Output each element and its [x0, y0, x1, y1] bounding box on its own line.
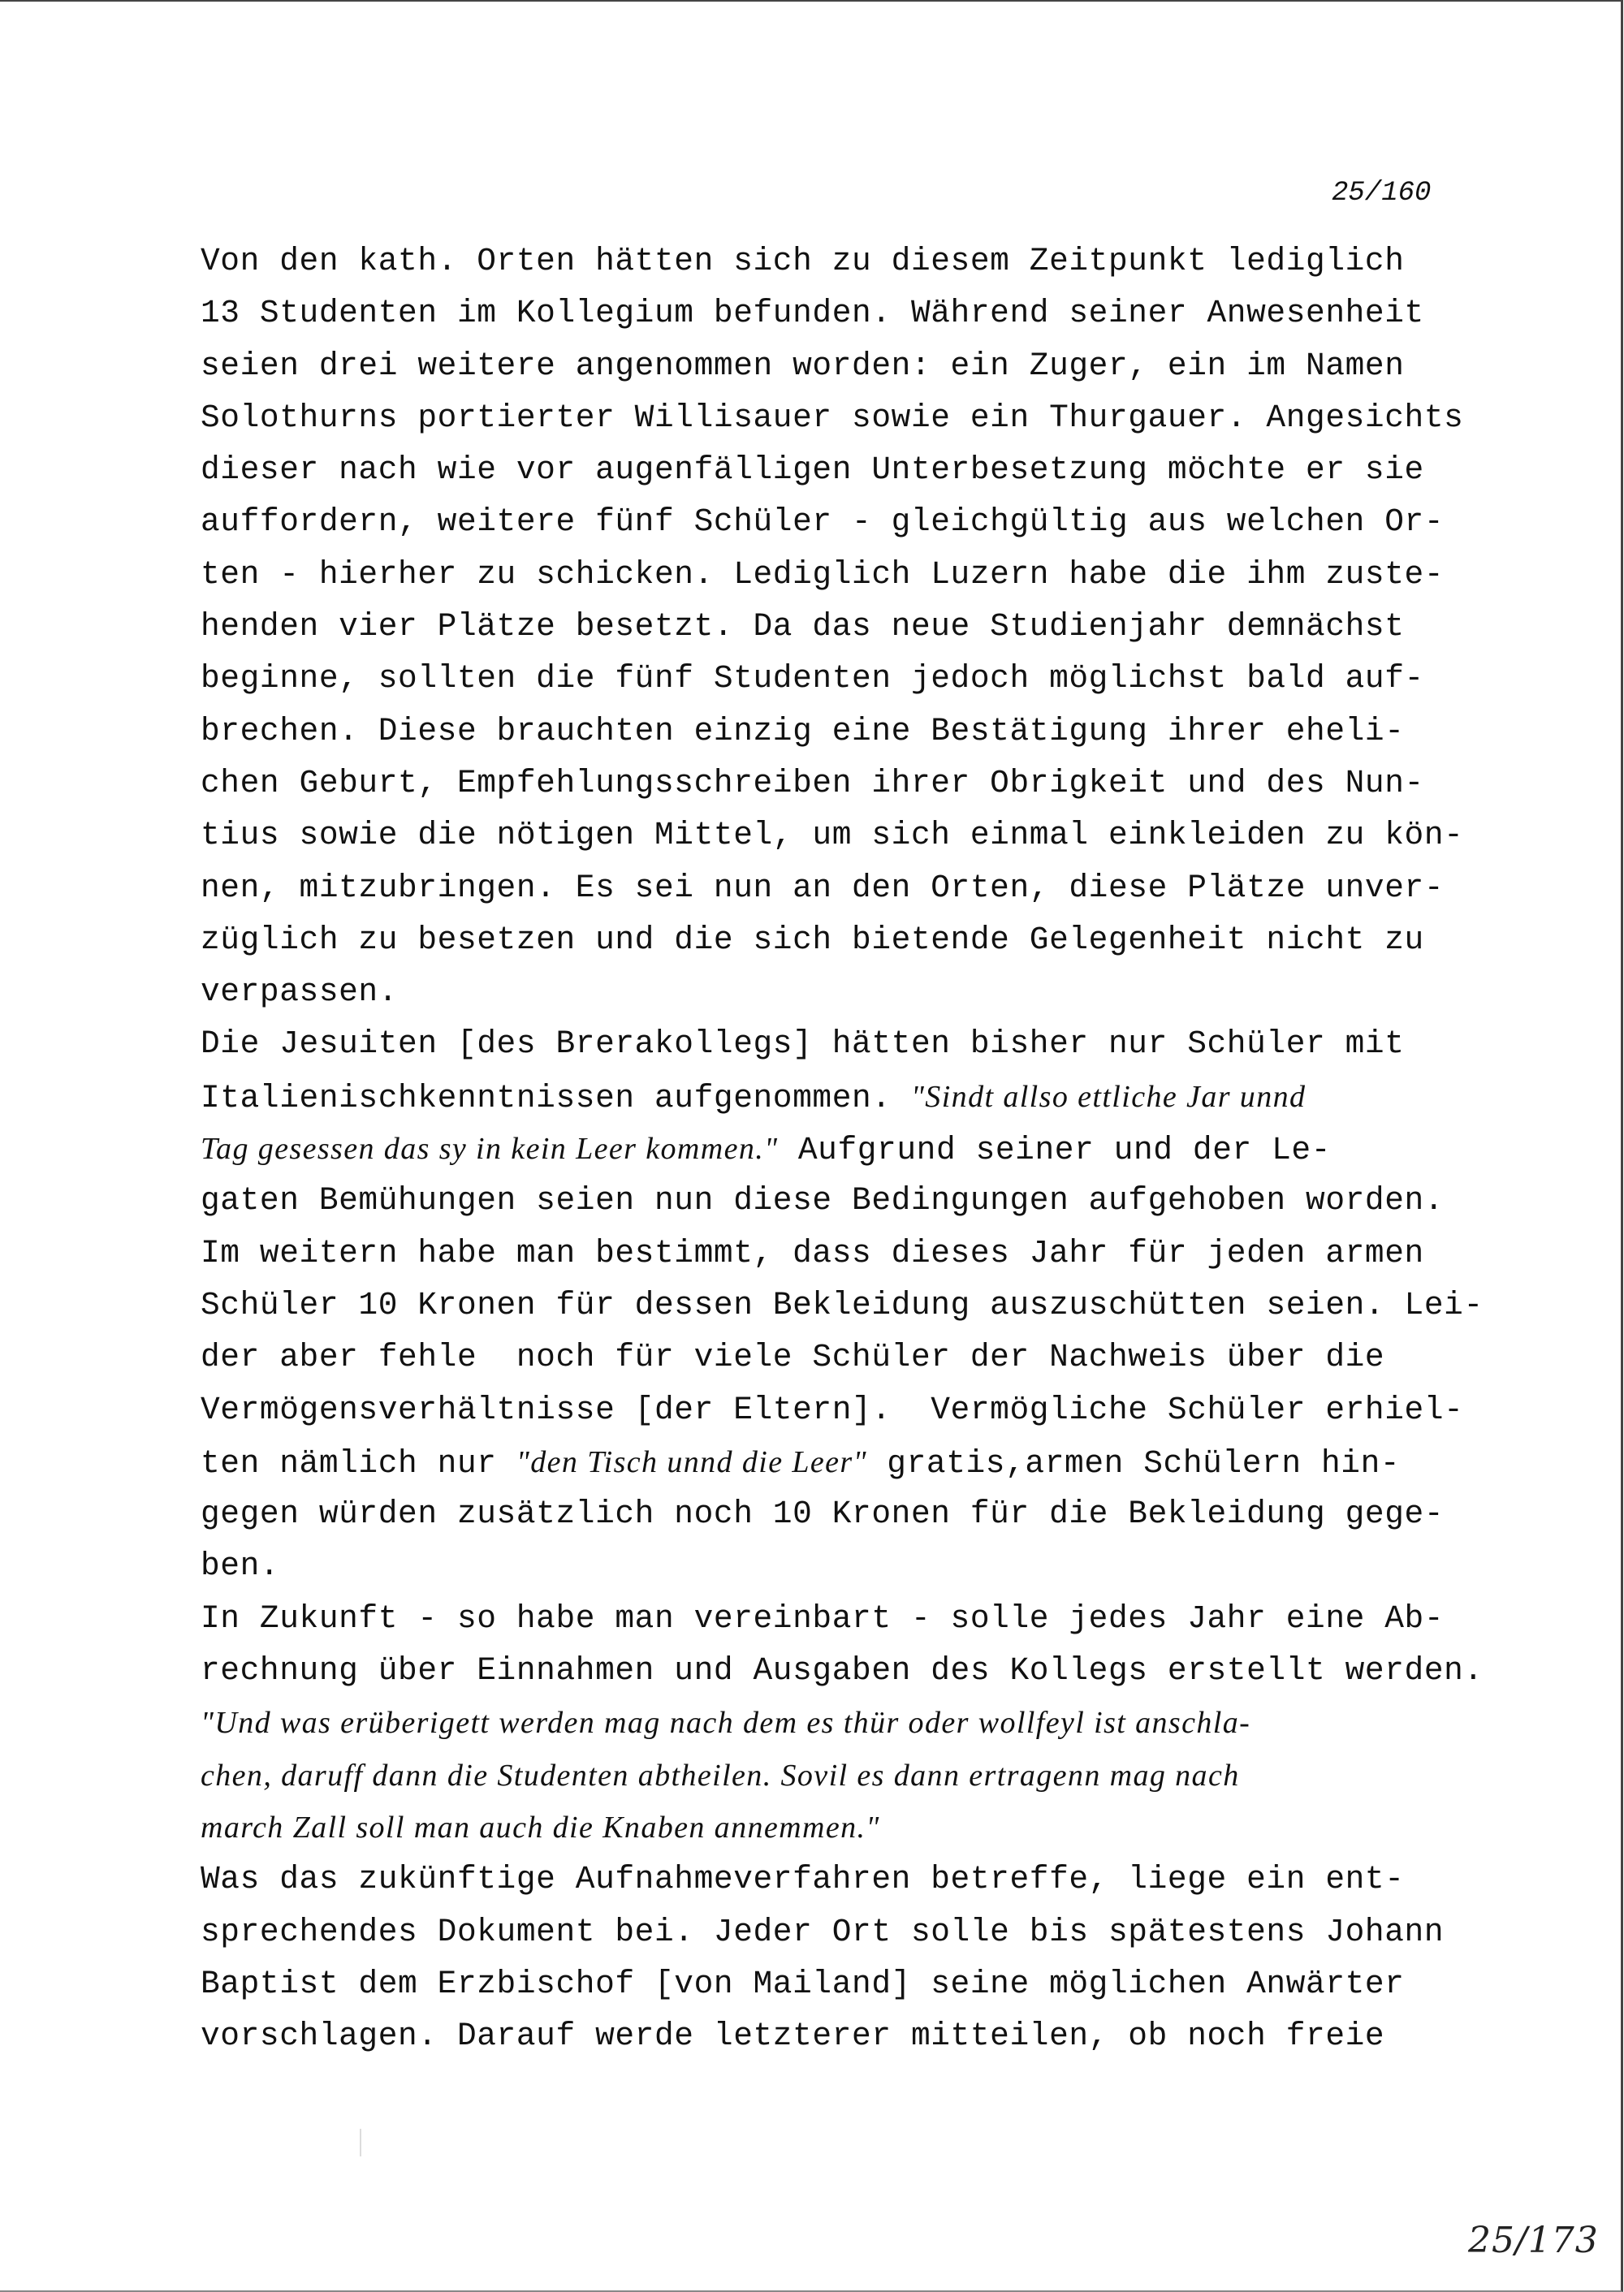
- text-line: [201, 1071, 1467, 1123]
- text-line: [201, 235, 1467, 287]
- text-segment: gaten Bemühungen seien nun diese Bedingungen aufgehoben worden.: [201, 1182, 1445, 1219]
- text-line: [201, 1175, 1467, 1227]
- text-segment: Vermögensverhältnisse [der Eltern]. Vermögliche Schüler erhiel-: [201, 1391, 1464, 1428]
- text-line: [201, 862, 1467, 914]
- text-segment: brechen. Diese brauchten einzig eine Bestätigung ihrer eheli-: [201, 712, 1405, 749]
- text-line: [201, 809, 1467, 861]
- text-segment: der aber fehle noch für viele Schüler der Nachweis über die: [201, 1339, 1385, 1376]
- text-segment: Baptist dem Erzbischof [von Mailand] seine möglichen Anwärter: [201, 1965, 1405, 2002]
- text-line: [201, 287, 1467, 339]
- text-line: [201, 1645, 1484, 1697]
- text-line: [201, 1228, 1467, 1280]
- scan-mark: [360, 2129, 361, 2156]
- quoted-source-text: chen, daruff dann die Studenten abtheilen. Sovil es dann ertragenn mag nach: [201, 1758, 1240, 1793]
- text-segment: dieser nach wie vor augenfälligen Unterbesetzung möchte er sie: [201, 451, 1424, 489]
- text-line: [201, 758, 1467, 809]
- text-line: [201, 1384, 1467, 1436]
- text-segment: henden vier Plätze besetzt. Da das neue Studienjahr demnächst: [201, 608, 1405, 645]
- text-segment: Von den kath. Orten hätten sich zu diesem Zeitpunkt lediglich: [201, 243, 1405, 279]
- text-line: [201, 1540, 1467, 1592]
- text-segment: 13 Studenten im Kollegium befunden. Während seiner Anwesenheit: [201, 295, 1424, 332]
- text-segment: sprechendes Dokument bei. Jeder Ort solle bis spätestens Johann: [201, 1913, 1445, 1950]
- text-line: [201, 1958, 1467, 2010]
- text-segment: Italienischkenntnissen aufgenommen.: [201, 1079, 911, 1116]
- text-segment: auffordern, weitere fünf Schüler - gleichgültig aus welchen Or-: [201, 503, 1445, 541]
- text-segment: Schüler 10 Kronen für dessen Bekleidung auszuschütten seien. Lei-: [201, 1286, 1484, 1323]
- text-line: [201, 966, 1467, 1018]
- text-segment: verpassen.: [201, 973, 399, 1011]
- text-segment: chen Geburt, Empfehlungsschreiben ihrer Obrigkeit und des Nun-: [201, 764, 1424, 801]
- text-line: [201, 914, 1467, 966]
- text-line: [201, 340, 1467, 392]
- text-segment: seien drei weitere angenommen worden: ein Zuger, ein im Namen: [201, 347, 1405, 384]
- text-segment: Aufgrund seiner und der Le-: [778, 1132, 1332, 1169]
- text-line: [201, 1332, 1467, 1383]
- text-segment: vorschlagen. Darauf werde letzterer mitteilen, ob noch freie: [201, 2018, 1385, 2055]
- text-segment: ben.: [201, 1547, 280, 1585]
- text-line: [201, 1593, 1467, 1645]
- text-line: [201, 1488, 1467, 1540]
- quoted-source-text: "den Tisch unnd die Leer": [516, 1444, 867, 1479]
- text-segment: Die Jesuiten [des Brerakollegs] hätten bisher nur Schüler mit: [201, 1025, 1405, 1063]
- text-line: [201, 549, 1467, 601]
- quoted-source-text: Tag gesessen das sy in kein Leer kommen.": [201, 1132, 779, 1167]
- text-line: [201, 1906, 1467, 1958]
- text-line: [201, 1280, 1484, 1332]
- page-number: 25/160: [1332, 178, 1432, 209]
- text-segment: nen, mitzubringen. Es sei nun an den Orten, diese Plätze unver-: [201, 869, 1445, 906]
- text-line: [201, 601, 1467, 653]
- text-segment: gratis,armen Schülern hin-: [866, 1444, 1401, 1482]
- text-line: [201, 1854, 1467, 1906]
- text-segment: In Zukunft - so habe man vereinbart - solle jedes Jahr eine Ab-: [201, 1599, 1445, 1637]
- text-line: [201, 496, 1467, 548]
- text-line: [201, 2010, 1467, 2062]
- text-line: [201, 1750, 1467, 1802]
- quoted-source-text: "Und was erüberigett werden mag nach dem es thür oder wollfeyl ist anschla-: [201, 1706, 1251, 1741]
- text-line: [201, 706, 1467, 758]
- text-line: [201, 1436, 1467, 1488]
- text-segment: beginne, sollten die fünf Studenten jedoch möglichst bald auf-: [201, 660, 1424, 697]
- text-segment: ten - hierher zu schicken. Lediglich Luzern habe die ihm zuste-: [201, 555, 1445, 593]
- text-line: [201, 1018, 1467, 1070]
- quoted-source-text: march Zall soll man auch die Knaben annemmen.": [201, 1810, 880, 1845]
- quoted-source-text: "Sindt allso ettliche Jar unnd: [910, 1079, 1307, 1114]
- text-segment: gegen würden zusätzlich noch 10 Kronen für die Bekleidung gege-: [201, 1496, 1445, 1533]
- text-segment: Solothurns portierter Willisauer sowie ein Thurgauer. Angesichts: [201, 399, 1464, 436]
- text-segment: ten nämlich nur: [201, 1444, 516, 1482]
- text-segment: Im weitern habe man bestimmt, dass dieses Jahr für jeden armen: [201, 1234, 1424, 1271]
- text-segment: rechnung über Einnahmen und Ausgaben des Kollegs erstellt werden.: [201, 1652, 1484, 1690]
- text-line: [201, 653, 1467, 705]
- archive-number: 25/173: [1468, 2220, 1599, 2261]
- text-segment: züglich zu besetzen und die sich bietende Gelegenheit nicht zu: [201, 921, 1424, 958]
- text-line: [201, 1697, 1467, 1749]
- text-line: [201, 392, 1467, 444]
- text-line: [201, 444, 1467, 496]
- text-line: [201, 1802, 1467, 1854]
- text-segment: Was das zukünftige Aufnahmeverfahren betreffe, liege ein ent-: [201, 1861, 1405, 1898]
- text-line: [201, 1123, 1467, 1175]
- document-body: [201, 235, 1484, 2062]
- text-segment: tius sowie die nötigen Mittel, um sich einmal einkleiden zu kön-: [201, 817, 1464, 854]
